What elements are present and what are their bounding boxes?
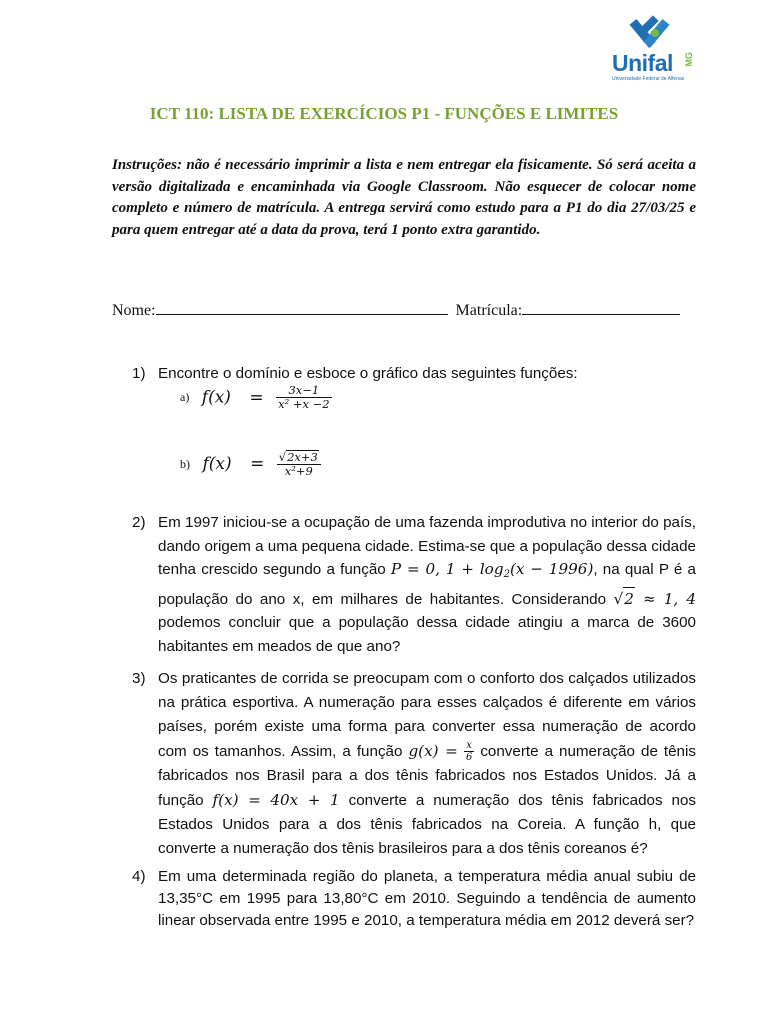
numerator: √2x+3 [277, 450, 321, 465]
item-label: b) [180, 456, 190, 471]
matricula-blank [522, 300, 680, 315]
question-text-part: Os praticantes de corrida se preocupam com o conforto dos calçados utilizados na prática esportiva. A numeração para esses calçados é diferente em vários países, porém existe uma forma para converter essa numeração de acordo com os tamanhos. Assim, a função [158, 670, 696, 760]
question-text-part: Em 1997 iniciou-se a ocupação de uma fazenda improdutiva no interior do país, dando origem a uma pequena cidade. Estima-se que a população dessa cidade tenha crescido segundo a função [158, 514, 696, 578]
g-function-lhs: g(x) = [408, 742, 458, 760]
question-2 [132, 511, 696, 658]
equals-sign: = [250, 454, 265, 474]
logo-emblem-icon [608, 12, 700, 52]
g-fraction [464, 740, 474, 763]
numerator: 3x−1 [276, 384, 331, 398]
logo-brand-text: Unifal [612, 50, 673, 76]
page-title: ICT 110: LISTA DE EXERCÍCIOS P1 - FUNÇÕES E LIMITES [149, 104, 619, 123]
log-base: 2 [503, 569, 510, 580]
instructions-paragraph: Instruções: não é necessário imprimir a lista e nem entregar ela fisicamente. Só será aceita a versão digitalizada e encaminhada via Google Classroom. Não esquecer de colocar nome completo e número de matrícula. A entrega servirá como estudo para a P1 do dia 27/03/25 e para quem entregar até a data da prova, terá 1 ponto extra garantido. [112, 157, 696, 238]
question-text-part: converte a numeração dos tênis fabricados nos Estados Unidos para a dos tênis fabricados na Coreia. A função h, que converte a numeração dos tênis brasileiros para a dos tênis coreanos é? [158, 792, 697, 857]
formula-head: P = 0, 1 + log [390, 560, 504, 578]
approx-value: ≈ 1, 4 [634, 589, 696, 608]
formula-argument: (x − 1996) [509, 560, 594, 578]
denominator: x²+9 [284, 464, 313, 478]
matricula-label: Matrícula: [455, 302, 523, 319]
name-label: Nome: [112, 302, 156, 319]
q1-item-b [180, 450, 321, 478]
logo-subtitle: Universidade Federal de Alfenas [612, 76, 685, 82]
name-blank [156, 300, 448, 315]
question-text-part: converte a numeração de tênis fabricados nos Brasil para a dos tênis fabricados nos Estados Unidos. Já a função [158, 743, 696, 809]
question-text: Em uma determinada região do planeta, a temperatura média anual subiu de 13,35°C em 1995 para 13,80°C em 2010. Seguindo a tendência de aumento linear observada entre 1995 e 2010, a temperatura média em 2012 deverá ser? [158, 868, 696, 929]
question-text-part: , na qual P é a população do ano x, em milhares de habitantes. Considerando [158, 561, 696, 608]
f-function: f(x) = 40x + 1 [212, 791, 340, 809]
radicand: 2x+3 [287, 450, 318, 464]
fraction [277, 450, 321, 478]
sqrt-approximation: √2 ≈ 1, 4 [614, 590, 696, 608]
denominator: x² +x −2 [278, 397, 330, 411]
q1-item-a [180, 384, 332, 411]
question-text-part: podemos concluir que a população dessa cidade atingiu a marca de 3600 habitantes em meados de que ano? [158, 614, 696, 655]
logo-suffix-text: MG [684, 52, 694, 67]
numerator: x [464, 740, 474, 752]
question-number: 2) [132, 514, 146, 531]
unifal-logo [608, 12, 700, 82]
question-4 [132, 866, 696, 932]
function-name: f(x) [201, 387, 231, 408]
denominator: 6 [465, 752, 473, 764]
question-text: Encontre o domínio e esboce o gráfico das seguintes funções: [158, 365, 578, 382]
fraction [276, 384, 331, 411]
question-number: 3) [132, 670, 146, 687]
equals-sign: = [249, 387, 264, 408]
question-1 [132, 363, 696, 385]
question-number: 4) [132, 868, 146, 885]
radicand: 2 [623, 587, 635, 612]
student-fields-line [112, 300, 696, 320]
population-formula [391, 560, 593, 578]
item-label: a) [180, 390, 190, 404]
question-3 [132, 667, 697, 861]
question-number: 1) [132, 365, 146, 382]
function-name: f(x) [202, 454, 232, 474]
